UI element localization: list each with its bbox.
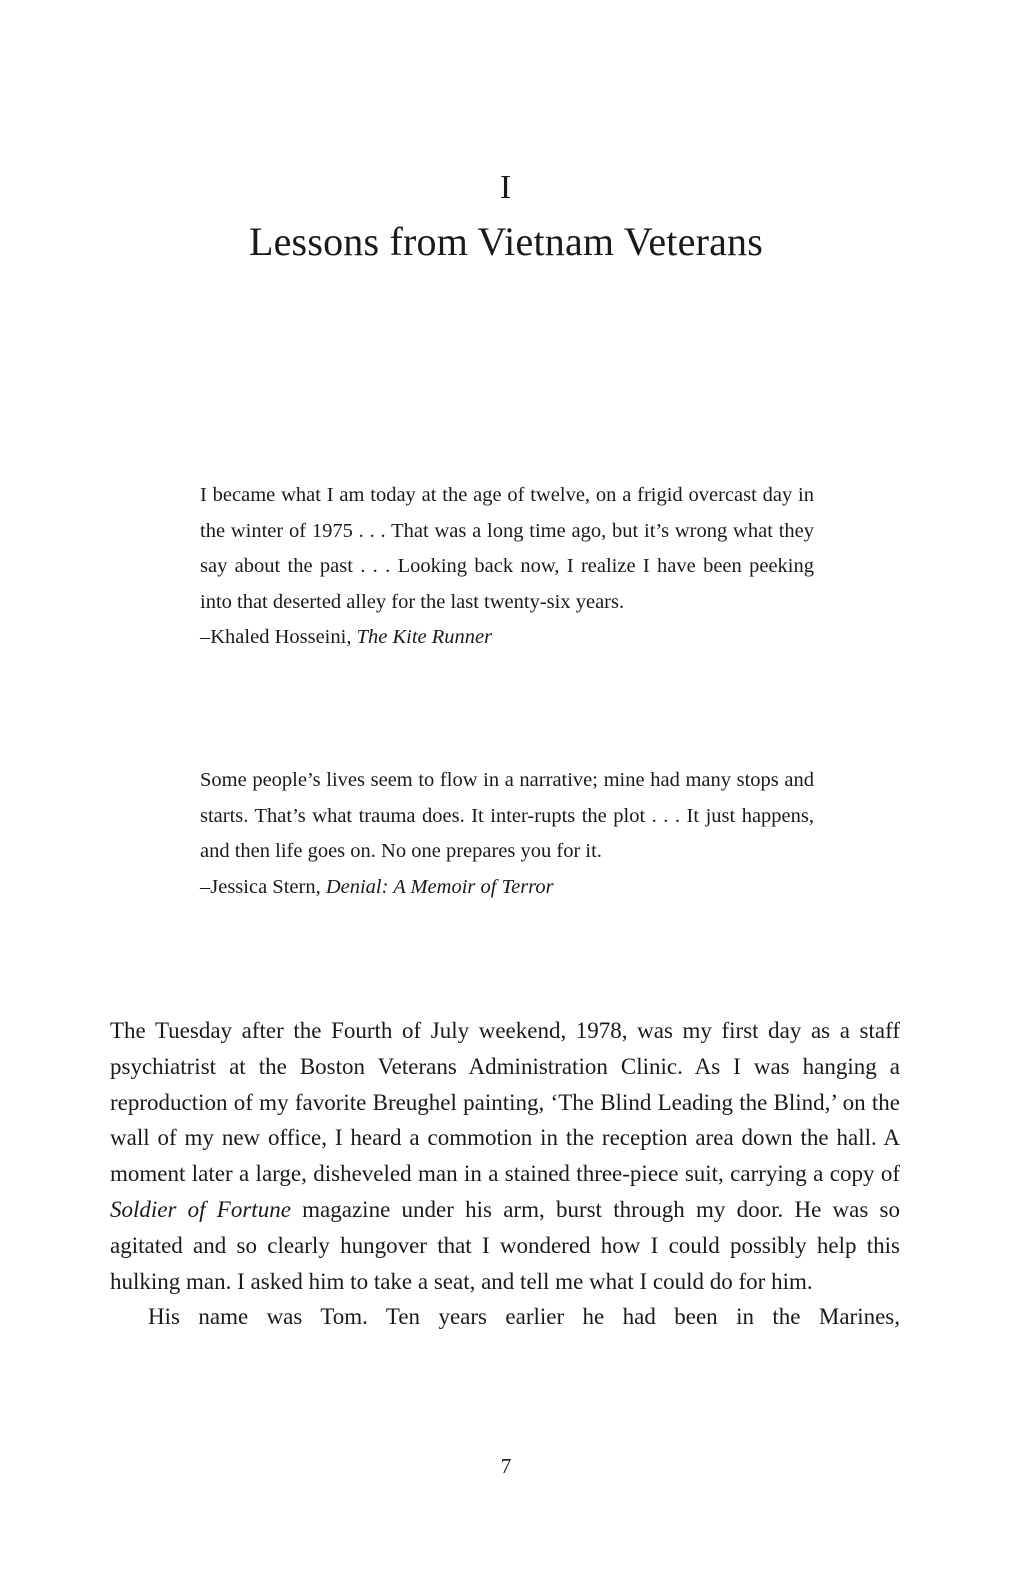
body-text [110,1013,900,1335]
epigraph-attribution [200,620,814,656]
body-text-run: The Tuesday after the Fourth of July weekend, 1978, was my first day as a staff psychiatrist at the Boston Veterans Administration Clinic. As I was hanging a reproduction of my favorite Breughel painting, ‘The Blind Leading the Blind,’ on the wall of my new office, I heard a commotion in the reception area down the hall. A moment later a large, disheveled man in a stained three-piece suit, carrying a copy of [110,1018,900,1187]
epigraph-work: The Kite Runner [356,626,493,648]
chapter-title: Lessons from Vietnam Veterans [248,219,764,264]
epigraph-work: Denial: A Memoir of Terror [325,875,554,898]
page-number: 7 [500,1454,512,1478]
magazine-title: Soldier of Fortune [110,1196,291,1222]
epigraph-author: –Khaled Hosseini, [200,626,357,648]
epigraph [200,478,814,656]
epigraph-text: Some people’s lives seem to flow in a narrative; mine had many stops and starts. That’s what trauma does. It inter-rupts the plot . . . It just happens, and then life goes on. No one prepares you for it. [200,769,814,862]
body-paragraph: His name was Tom. Ten years earlier he had been in the Marines, [148,1304,900,1330]
body-text-run: magazine under his arm, burst through my door. He was so agitated and so clearly hungover that I wondered how I could possibly help this hulking man. I asked him to take a seat, and tell me what I could do for him. [110,1196,901,1294]
epigraph-author: –Jessica Stern, [200,875,326,898]
epigraph-text: I became what I am today at the age of twelve, on a frigid overcast day in the winter of 1975 . . . That was a long time ago, but it’s wrong what they say about the past . . . Looking back now, I realize I have been peeking into that deserted alley for the last twenty-six years. [200,484,814,613]
chapter-number: I [499,169,513,206]
epigraph-attribution [200,870,814,906]
epigraph [200,763,814,905]
body-paragraph [110,1013,900,1299]
